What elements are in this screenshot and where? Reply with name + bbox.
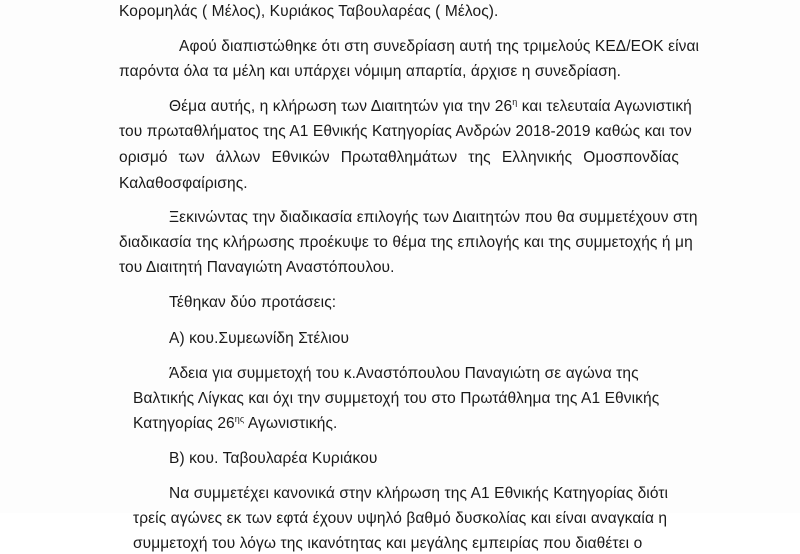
text-fragment: Θέμα αυτής, η κλήρωση των Διαιτητών για την 26 (169, 98, 513, 115)
text-line: Κορομηλάς ( Μέλος), Κυριάκος Ταβουλαρέας ( Μέλος). (119, 3, 499, 20)
superscript: η (512, 96, 518, 107)
word: Πρωταθλημάτων (340, 149, 458, 166)
proposal-heading-a: Α) κου.Συμεωνίδη Στέλιου (169, 330, 350, 347)
text-line: Να συμμετέχει κανονικά στην κλήρωση της Α1 Εθνικής Κατηγορίας διότι (169, 485, 669, 502)
text-line (133, 414, 337, 434)
word: Εθνικών (271, 149, 330, 166)
text-fragment: Αγωνιστικής. (244, 415, 338, 432)
text-line: Τέθηκαν δύο προτάσεις: (169, 294, 337, 311)
text-line: του Διαιτητή Παναγιώτη Αναστόπουλου. (119, 259, 395, 276)
text-line: Καλαθοσφαίρισης. (119, 175, 248, 192)
text-fragment: Κατηγορίας 26 (133, 415, 235, 432)
word: ορισμό (119, 149, 168, 166)
text-line: τρείς αγώνες εκ των εφτά έχουν υψηλό βαθμό δυσκολίας και είναι αναγκαία η (133, 510, 668, 527)
superscript: ης (234, 413, 245, 424)
justified-line (119, 148, 679, 168)
text-line: Βαλτικής Λίγκας και όχι την συμμετοχή του στο Πρωτάθλημα της Α1 Εθνικής (133, 390, 660, 407)
word: της (468, 149, 491, 166)
text-line: παρόντα όλα τα μέλη και υπάρχει νόμιμη απαρτία, άρχισε η συνεδρίαση. (119, 63, 622, 80)
text-line: Άδεια για συμμετοχή του κ.Αναστόπουλου Παναγιώτη σε αγώνα της (169, 365, 639, 382)
word: Ελληνικής (501, 149, 573, 166)
text-line: του πρωταθλήματος της Α1 Εθνικής Κατηγορίας Ανδρών 2018-2019 καθώς και τον (119, 123, 692, 140)
text-line: συμμετοχή του λόγω της ικανότητας και μεγάλης εμπειρίας που διαθέτει ο (133, 535, 643, 552)
text-line: Ξεκινώντας την διαδικασία επιλογής των Διαιτητών που θα συμμετέχουν στη (169, 209, 698, 226)
text-line (169, 97, 692, 117)
text-line: διαδικασία της κλήρωσης προέκυψε το θέμα της επιλογής και της συμμετοχής ή μη (119, 234, 693, 251)
text-fragment: και τελευταία Αγωνιστική (517, 98, 692, 115)
word: των (178, 149, 205, 166)
word: άλλων (215, 149, 261, 166)
word: Ομοσπονδίας (583, 149, 679, 166)
text-line: Αφού διαπιστώθηκε ότι στη συνεδρίαση αυτή της τριμελούς ΚΕΔ/ΕΟΚ είναι (179, 38, 700, 55)
proposal-heading-b: Β) κου. Ταβουλαρέα Κυριάκου (169, 450, 378, 467)
